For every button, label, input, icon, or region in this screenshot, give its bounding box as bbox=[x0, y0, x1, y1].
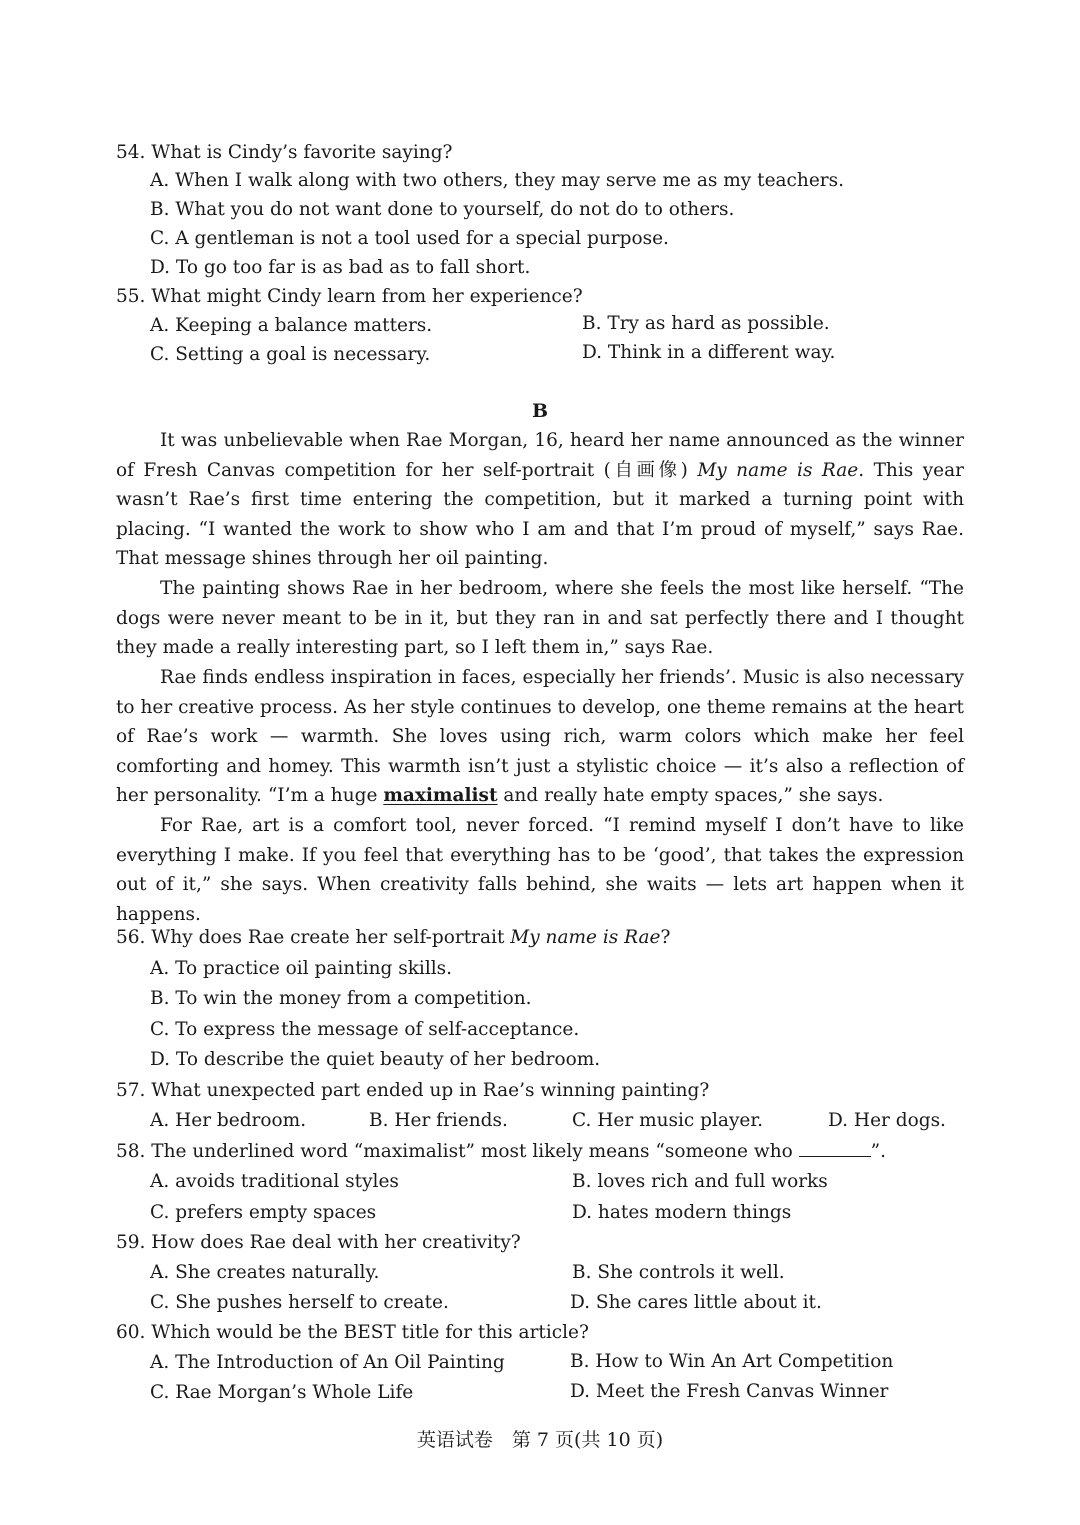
page-footer: 英语试卷 第 7 页(共 10 页) bbox=[416, 1429, 664, 1451]
q56-option-c: C. To express the message of self-acceptance. bbox=[150, 1019, 580, 1040]
q57-option-c: C. Her music player. bbox=[572, 1110, 764, 1131]
q54-option-c: C. A gentleman is not a tool used for a special purpose. bbox=[150, 228, 669, 249]
q57-stem: 57. What unexpected part ended up in Rae’s winning painting? bbox=[116, 1080, 710, 1101]
q55-option-b: B. Try as hard as possible. bbox=[582, 313, 830, 334]
q58-option-a: A. avoids traditional styles bbox=[150, 1171, 399, 1192]
q58-stem-a: 58. The underlined word “maximalist” most likely means “someone who bbox=[116, 1141, 799, 1162]
q59-option-a: A. She creates naturally. bbox=[150, 1262, 380, 1283]
q54-option-b: B. What you do not want done to yourself, do not do to others. bbox=[150, 199, 735, 220]
q60-option-a: A. The Introduction of An Oil Painting bbox=[150, 1352, 505, 1373]
passage-paragraph-1 bbox=[116, 426, 964, 574]
q56-option-b: B. To win the money from a competition. bbox=[150, 988, 532, 1009]
q58-stem-b: ”. bbox=[870, 1141, 886, 1162]
q56-stem bbox=[116, 926, 670, 950]
q55-stem: 55. What might Cindy learn from her experience? bbox=[116, 286, 583, 307]
q56-stem-b: ? bbox=[660, 927, 671, 948]
q54-option-d: D. To go too far is as bad as to fall short. bbox=[150, 257, 531, 278]
section-b-heading: B bbox=[531, 400, 549, 422]
q59-option-d: D. She cares little about it. bbox=[570, 1292, 822, 1313]
q56-option-a: A. To practice oil painting skills. bbox=[150, 958, 453, 979]
passage-paragraph-3 bbox=[116, 663, 964, 811]
q56-option-d: D. To describe the quiet beauty of her bedroom. bbox=[150, 1049, 601, 1070]
q60-option-d: D. Meet the Fresh Canvas Winner bbox=[570, 1381, 889, 1402]
q56-painting-title: My name is Rae bbox=[510, 927, 661, 948]
q58-option-b: B. loves rich and full works bbox=[572, 1171, 828, 1192]
passage-paragraph-4: For Rae, art is a comfort tool, never forced. “I remind myself I don’t have to like everything I make. If you feel that everything has to be ‘good’, that takes the expression out of it,” she says. When creativity falls behind, she waits — lets art happen when it happens. bbox=[116, 815, 964, 925]
q57-option-a: A. Her bedroom. bbox=[150, 1110, 307, 1131]
q60-option-b: B. How to Win An Art Competition bbox=[570, 1351, 894, 1372]
p3-text-a: Rae finds endless inspiration in faces, especially her friends’. Music is also necessary to her creative process. As her style continues to develop, one theme remains at the heart of Rae’s work — warmth. She loves using rich, warm colors which make her feel comforting and homey. This warmth isn’t just a stylistic choice — it’s also a reflection of her personality. “I’m a huge bbox=[116, 667, 964, 807]
p1-text-b: . This year wasn’t Rae’s first time entering the competition, but it marked a turning point with placing. “I wanted the work to show who I am and that I’m proud of myself,” says Rae. That message shines through her oil painting. bbox=[116, 459, 964, 570]
q55-option-c: C. Setting a goal is necessary. bbox=[150, 344, 431, 365]
q59-option-b: B. She controls it well. bbox=[572, 1262, 785, 1283]
q60-stem: 60. Which would be the BEST title for this article? bbox=[116, 1322, 589, 1343]
q54-stem: 54. What is Cindy’s favorite saying? bbox=[116, 142, 453, 163]
p1-painting-title: My name is Rae bbox=[697, 459, 859, 481]
q58-option-c: C. prefers empty spaces bbox=[150, 1202, 377, 1223]
q54-option-a: A. When I walk along with two others, they may serve me as my teachers. bbox=[150, 170, 844, 191]
q55-option-a: A. Keeping a balance matters. bbox=[150, 315, 433, 336]
q57-option-d: D. Her dogs. bbox=[828, 1110, 946, 1131]
q59-stem: 59. How does Rae deal with her creativity? bbox=[116, 1232, 521, 1253]
q56-stem-a: 56. Why does Rae create her self-portrait bbox=[116, 927, 511, 948]
q58-stem bbox=[116, 1140, 886, 1164]
q60-option-c: C. Rae Morgan’s Whole Life bbox=[150, 1382, 414, 1403]
q58-option-d: D. hates modern things bbox=[572, 1202, 792, 1223]
q59-option-c: C. She pushes herself to create. bbox=[150, 1292, 449, 1313]
p3-text-b: and really hate empty spaces,” she says. bbox=[497, 785, 884, 807]
p1-text-a: It was unbelievable when Rae Morgan, 16, heard her name announced as the winner of Fresh Canvas competition for her self-portrait (自画像) bbox=[116, 430, 964, 481]
underlined-word-maximalist: maximalist bbox=[383, 785, 498, 807]
q55-option-d: D. Think in a different way. bbox=[582, 342, 836, 363]
q57-option-b: B. Her friends. bbox=[369, 1110, 508, 1131]
passage-paragraph-2: The painting shows Rae in her bedroom, where she feels the most like herself. “The dogs were never meant to be in it, but they ran in and sat perfectly there and I thought they made a really interesting part, so I left them in,” says Rae. bbox=[116, 578, 964, 659]
answer-blank bbox=[799, 1140, 871, 1157]
